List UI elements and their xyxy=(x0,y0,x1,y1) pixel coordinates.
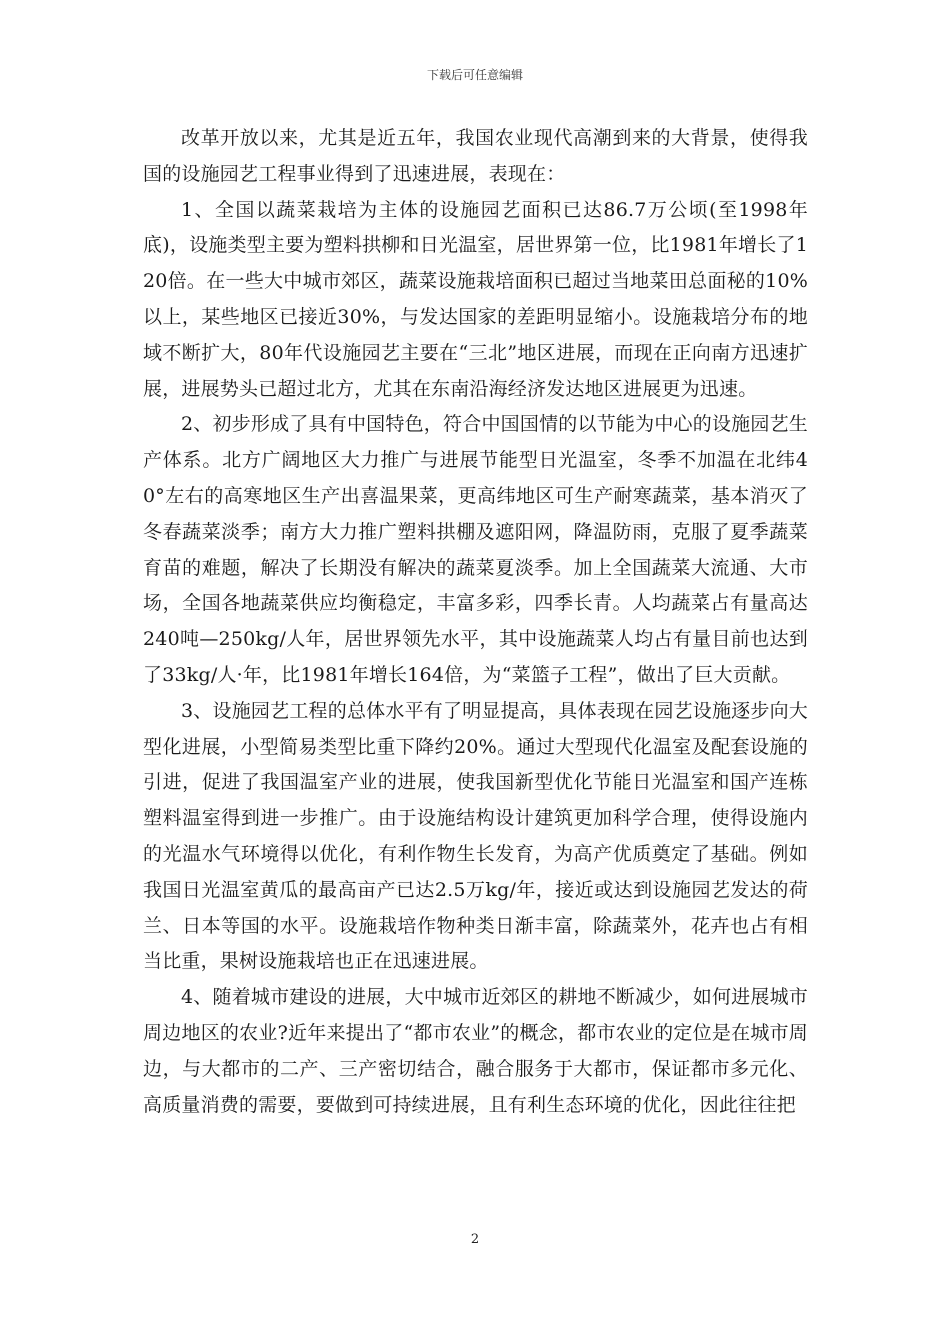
page-header: 下载后可任意编辑 xyxy=(426,68,523,82)
paragraph-point-3: 3、设施园艺工程的总体水平有了明显提高，具体表现在园艺设施逐步向大型化进展，小型简易类型比重下降约20%。通过大型现代化温室及配套设施的引进，促进了我国温室产业的进展，使我国新型优化节能日光温室和国产连栋塑料温室得到进一步推广。由于设施结构设计建筑更加科学合理，使得设施内的光温水气环境得以优化，有利作物生长发育，为高产优质奠定了基础。例如我国日光温室黄瓜的最高亩产已达2.5万kg/年，接近或达到设施园艺发达的荷兰、日本等国的水平。设施栽培作物种类日渐丰富，除蔬菜外，花卉也占有相当比重，果树设施栽培也正在迅速进展。 xyxy=(143,699,808,973)
page-number: 2 xyxy=(470,1232,480,1247)
paragraph-point-1: 1、全国以蔬菜栽培为主体的设施园艺面积已达86.7万公顷(至1998年底)，设施类型主要为塑料拱柳和日光温室，居世界第一位，比1981年增长了120倍。在一些大中城市郊区，蔬菜设施栽培面积已超过当地菜田总面秘的10%以上，某些地区已接近30%，与发达国家的差距明显缩小。设施栽培分布的地域不断扩大，80年代设施园艺主要在“三北”地区进展，而现在正向南方迅速扩展，进展势头已超过北方，尤其在东南沿海经济发达地区进展更为迅速。 xyxy=(143,198,808,400)
paragraph-point-2: 2、初步形成了具有中国特色，符合中国国情的以节能为中心的设施园艺生产体系。北方广阔地区大力推广与进展节能型日光温室，冬季不加温在北纬40°左右的高寒地区生产出喜温果菜，更高纬地区可生产耐寒蔬菜，基本消灭了冬春蔬菜淡季；南方大力推广塑料拱棚及遮阳网，降温防雨，克服了夏季蔬菜育苗的难题，解决了长期没有解决的蔬菜夏淡季。加上全国蔬菜大流通、大市场，全国各地蔬菜供应均衡稳定，丰富多彩，四季长青。人均蔬菜占有量高达240吨—250kg/人年，居世界领先水平，其中设施蔬菜人均占有量目前也达到了33kg/人·年，比1981年增长164倍，为“菜篮子工程”，做出了巨大贡献。 xyxy=(143,413,808,686)
document-body xyxy=(143,121,808,1123)
paragraph-intro: 改革开放以来，尤其是近五年，我国农业现代高潮到来的大背景，使得我国的设施园艺工程事业得到了迅速进展，表现在： xyxy=(143,127,808,185)
paragraph-point-4: 4、随着城市建设的进展，大中城市近郊区的耕地不断减少，如何进展城市周边地区的农业?近年来提出了“都市农业”的概念，都市农业的定位是在城市周边，与大都市的二产、三产密切结合，融合服务于大都市，保证都市多元化、高质量消费的需要，要做到可持续进展，且有利生态环境的优化，因此往往把 xyxy=(143,986,808,1116)
